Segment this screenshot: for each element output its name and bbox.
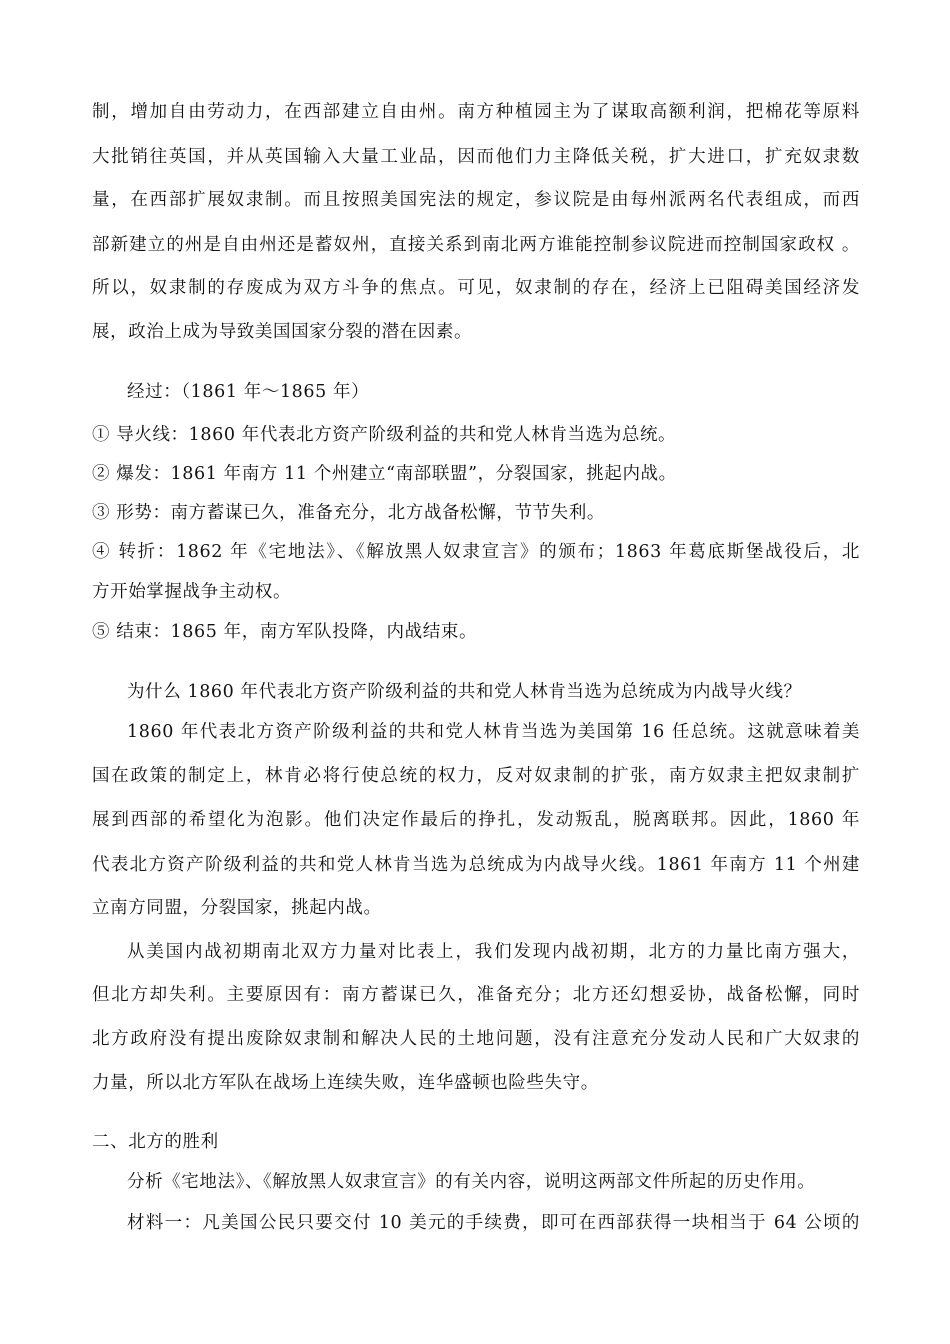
list-item: ① 导火线：1860 年代表北方资产阶级利益的共和党人林肯当选为总统。	[92, 425, 677, 445]
text-line: 但北方却失利。主要原因有：南方蓄谋已久，准备充分；北方还幻想妥协，战备松懈，同时	[92, 985, 860, 1005]
section-heading: 经过：（1861 年～1865 年）	[127, 382, 370, 402]
text-line: 国在政策的制定上，林肯必将行使总统的权力，反对奴隶制的扩张，南方奴隶主把奴隶制扩	[92, 766, 860, 786]
text-line: 立南方同盟，分裂国家，挑起内战。	[92, 898, 382, 918]
text-line: 展到西部的希望化为泡影。他们决定作最后的挣扎，发动叛乱，脱离联邦。因此，1860 年	[92, 810, 860, 830]
text-line: 分析《宅地法》、《解放黑人奴隶宣言》的有关内容，说明这两部文件所起的历史作用。	[127, 1172, 816, 1192]
list-item: ② 爆发：1861 年南方 11 个州建立“南部联盟”，分裂国家，挑起内战。	[92, 464, 677, 484]
question-text: 为什么 1860 年代表北方资产阶级利益的共和党人林肯当选为总统成为内战导火线？	[127, 682, 802, 702]
text-line: 力量，所以北方军队在战场上连续失败，连华盛顿也险些失守。	[92, 1073, 599, 1093]
list-item: ④ 转折：1862 年《宅地法》、《解放黑人奴隶宣言》的颁布；1863 年葛底斯堡战役后，北	[92, 542, 860, 562]
text-line: 1860 年代表北方资产阶级利益的共和党人林肯当选为美国第 16 任总统。这就意味着美	[127, 722, 860, 742]
text-line: 北方政府没有提出废除奴隶制和解决人民的土地问题，没有注意充分发动人民和广大奴隶的	[92, 1029, 860, 1049]
list-item: 方开始掌握战争主动权。	[92, 582, 292, 602]
text-line: 大批销往英国，并从英国输入大量工业品，因而他们力主降低关税，扩大进口，扩充奴隶数	[92, 147, 860, 167]
text-line: 代表北方资产阶级利益的共和党人林肯当选为总统成为内战导火线。1861 年南方 11 个州建	[92, 855, 860, 875]
text-line: 展，政治上成为导致美国国家分裂的潜在因素。	[92, 322, 473, 342]
text-line: 量，在西部扩展奴隶制。而且按照美国宪法的规定，参议院是由每州派两名代表组成，而西	[92, 190, 860, 210]
text-line: 材料一：凡美国公民只要交付 10 美元的手续费，即可在西部获得一块相当于 64 公顷的	[127, 1213, 860, 1233]
list-item: ③ 形势：南方蓄谋已久，准备充分，北方战备松懈，节节失利。	[92, 503, 605, 523]
text-line: 所以，奴隶制的存废成为双方斗争的焦点。可见，奴隶制的存在，经济上已阻碍美国经济发	[92, 278, 860, 298]
section-heading: 二、北方的胜利	[92, 1132, 219, 1152]
text-line: 部新建立的州是自由州还是蓄奴州，直接关系到南北两方谁能控制参议院进而控制国家政权 。	[92, 235, 860, 255]
list-item: ⑤ 结束：1865 年，南方军队投降，内战结束。	[92, 622, 478, 642]
text-line: 制，增加自由劳动力，在西部建立自由州。南方种植园主为了谋取高额利润，把棉花等原料	[92, 102, 860, 122]
text-line: 从美国内战初期南北双方力量对比表上，我们发现内战初期，北方的力量比南方强大，	[127, 942, 860, 962]
